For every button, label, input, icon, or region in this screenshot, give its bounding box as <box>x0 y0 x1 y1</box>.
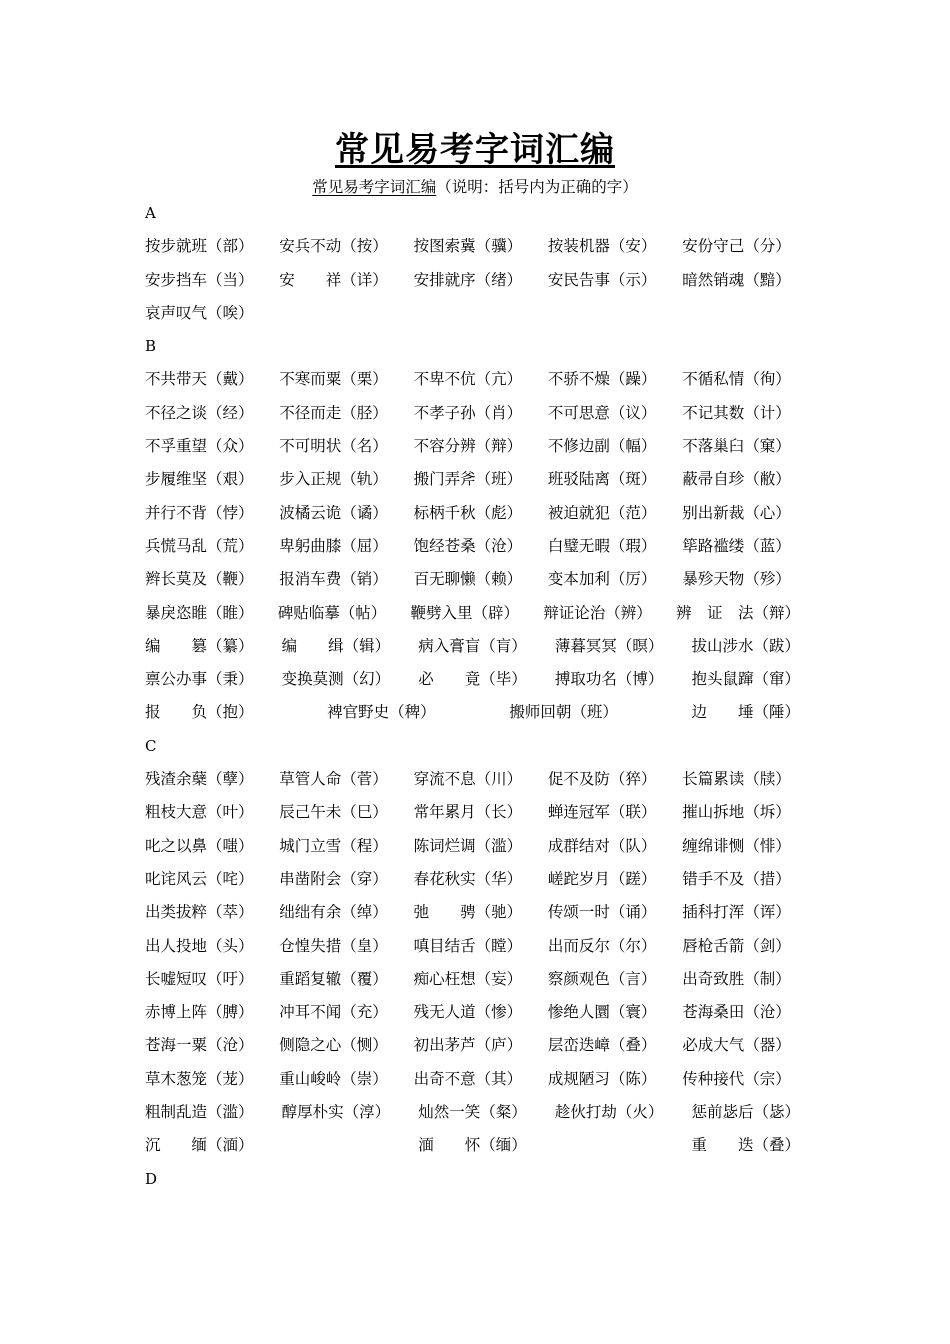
word-entry: 出而反尔（尔） <box>547 936 657 955</box>
subtitle-underlined: 常见易考字词汇编 <box>312 178 437 196</box>
section-letter: B <box>145 337 157 356</box>
word-entry: 不修边副（幅） <box>547 437 657 456</box>
word-row <box>145 766 825 799</box>
word-row <box>145 999 825 1032</box>
word-entry: 仓惶失措（皇） <box>279 936 388 955</box>
word-entry: 不落巢臼（窠） <box>682 437 791 456</box>
word-entry: 必 竟（毕） <box>418 670 527 689</box>
document-subtitle <box>0 175 950 199</box>
word-entry: 粗制乱造（滥） <box>145 1103 254 1122</box>
word-entry: 痴心枉想（妄） <box>413 969 523 988</box>
word-entry: 安排就序（绪） <box>413 270 523 289</box>
word-row <box>145 799 825 832</box>
word-entry: 穿流不息（川） <box>413 770 523 789</box>
section-c <box>145 733 825 1166</box>
word-entry: 百无聊懒（赖） <box>413 570 523 589</box>
word-entry: 促不及防（猝） <box>547 770 657 789</box>
word-row <box>145 933 825 966</box>
word-entry: 不容分辨（辩） <box>413 437 523 456</box>
word-entry: 灿然一笑（粲） <box>418 1103 527 1122</box>
word-row <box>145 666 800 699</box>
word-entry: 按装机器（安） <box>547 237 657 256</box>
word-row <box>145 600 800 633</box>
word-row <box>145 566 825 599</box>
word-entry: 插科打浑（诨） <box>682 903 791 922</box>
word-entry: 不可明状（名） <box>279 437 388 456</box>
word-entry: 报消车费（销） <box>279 570 388 589</box>
word-entry: 辩证论治（辨） <box>543 603 652 622</box>
word-entry: 病入膏盲（肓） <box>418 636 527 655</box>
word-entry: 变换莫测（幻） <box>281 670 391 689</box>
word-entry: 成群结对（队） <box>547 836 657 855</box>
word-entry: 暴殄天物（殄） <box>682 570 791 589</box>
word-entry: 安民告事（示） <box>547 270 657 289</box>
word-entry: 编 篡（纂） <box>145 636 254 655</box>
word-entry: 搬门弄斧（班） <box>413 470 523 489</box>
word-entry: 出奇不意（其） <box>413 1069 523 1088</box>
word-entry: 必成大气（器） <box>682 1036 791 1055</box>
word-entry: 按图索冀（骥） <box>413 237 523 256</box>
word-entry: 弛 骋（驰） <box>413 903 523 922</box>
word-row <box>145 1066 825 1099</box>
word-entry: 裨官野史（稗） <box>327 703 436 722</box>
word-entry: 不共带天（戴） <box>145 370 254 389</box>
word-entry: 不寒而粟（栗） <box>279 370 388 389</box>
word-entry: 不骄不燥（躁） <box>547 370 657 389</box>
word-entry: 不记其数（计） <box>682 403 791 422</box>
word-entry: 禀公办事（秉） <box>145 670 254 689</box>
section-letter: D <box>145 1169 158 1188</box>
word-entry: 暗然销魂（黯） <box>682 270 791 289</box>
word-entry: 边 埵（陲） <box>691 703 800 722</box>
word-entry: 惩前毖后（毖） <box>691 1103 800 1122</box>
section-d <box>145 1166 825 1199</box>
word-entry: 沉 缅（湎） <box>145 1136 254 1155</box>
word-entry: 叱诧风云（咤） <box>145 869 254 888</box>
word-entry: 出类拔粹（萃） <box>145 903 254 922</box>
word-row <box>145 433 825 466</box>
word-entry: 安份守己（分） <box>682 237 791 256</box>
word-entry: 传种接代（宗） <box>682 1069 791 1088</box>
word-entry: 错手不及（措） <box>682 869 791 888</box>
word-entry: 长篇累读（牍） <box>682 770 791 789</box>
word-row <box>145 533 825 566</box>
word-entry: 编 缉（辑） <box>281 636 391 655</box>
document-title-text: 常见易考字词汇编 <box>335 130 615 170</box>
word-entry: 蝉连冠军（联） <box>547 803 657 822</box>
word-entry: 冲耳不闻（充） <box>279 1003 388 1022</box>
word-entry: 碑贴临摹（帖） <box>277 603 387 622</box>
word-entry: 别出新裁（心） <box>682 503 791 522</box>
subtitle-note: （说明：括号内为正确的字） <box>436 178 638 196</box>
word-entry: 步履维坚（艰） <box>145 470 254 489</box>
word-entry: 搬师回朝（班） <box>509 703 618 722</box>
word-entry: 长嘘短叹（吁） <box>145 969 254 988</box>
word-entry: 缠绵诽恻（悱） <box>682 836 791 855</box>
word-entry: 残渣余蘖（孽） <box>145 770 254 789</box>
section-b <box>145 333 825 733</box>
word-row <box>145 366 825 399</box>
word-entry: 不径而走（胫） <box>279 403 388 422</box>
word-entry: 标柄千秋（彪） <box>413 503 523 522</box>
word-entry: 拔山涉水（跋） <box>691 636 800 655</box>
word-entry: 湎 怀（缅） <box>418 1136 527 1155</box>
word-entry: 哀声叹气（唉） <box>145 303 254 322</box>
word-entry: 辨 证 法（辩） <box>675 603 800 622</box>
word-entry: 按步就班（部） <box>145 237 254 256</box>
word-entry: 不孚重望（众） <box>145 437 254 456</box>
word-entry: 蔽帚自珍（敝） <box>682 470 791 489</box>
word-entry: 出奇致胜（制） <box>682 969 791 988</box>
word-entry: 变本加利（厉） <box>547 570 657 589</box>
word-entry: 波橘云诡（谲） <box>279 503 388 522</box>
word-entry: 暴戾恣睢（睢） <box>145 603 254 622</box>
word-row <box>145 966 825 999</box>
word-entry: 搏取功名（博） <box>554 670 664 689</box>
word-entry: 苍海桑田（沧） <box>682 1003 791 1022</box>
word-entry: 鞭劈入里（辟） <box>410 603 519 622</box>
word-row <box>145 500 825 533</box>
word-entry: 安兵不动（按） <box>279 237 388 256</box>
section-a <box>145 200 825 333</box>
section-letter: C <box>145 736 157 755</box>
word-row <box>145 899 825 932</box>
word-row <box>145 466 825 499</box>
word-row <box>145 1099 800 1132</box>
word-entry: 唇枪舌箭（剑） <box>682 936 791 955</box>
word-entry: 辰己午未（巳） <box>279 803 388 822</box>
word-row <box>145 233 825 266</box>
word-entry: 春花秋实（华） <box>413 869 523 888</box>
word-entry: 初出茅芦（庐） <box>413 1036 523 1055</box>
word-entry: 重山峻岭（崇） <box>279 1069 388 1088</box>
word-entry: 不径之谈（经） <box>145 403 254 422</box>
word-entry: 被迫就犯（范） <box>547 503 657 522</box>
word-entry: 抱头鼠蹿（窜） <box>691 670 800 689</box>
word-entry: 不卑不伉（亢） <box>413 370 523 389</box>
word-entry: 筚路褴缕（蓝） <box>682 536 791 555</box>
word-row <box>145 400 825 433</box>
word-row <box>145 833 825 866</box>
word-entry: 陈词烂调（滥） <box>413 836 523 855</box>
word-row <box>145 866 825 899</box>
word-entry: 常年累月（长） <box>413 803 523 822</box>
word-entry: 惨绝人圜（寰） <box>547 1003 657 1022</box>
word-row <box>145 633 800 666</box>
word-entry: 摧山拆地（坼） <box>682 803 791 822</box>
word-entry: 饱经苍桑（沧） <box>413 536 523 555</box>
word-entry: 察颜观色（言） <box>547 969 657 988</box>
word-entry: 城门立雪（程） <box>279 836 388 855</box>
word-entry: 串凿附会（穿） <box>279 869 388 888</box>
word-entry: 绌绌有余（绰） <box>279 903 388 922</box>
word-entry: 薄暮冥冥（暝） <box>554 636 664 655</box>
word-entry: 重 迭（叠） <box>691 1136 800 1155</box>
word-entry: 嵯跎岁月（蹉） <box>547 869 657 888</box>
word-entry: 步入正规（轨） <box>279 470 388 489</box>
word-entry: 班驳陆离（斑） <box>547 470 657 489</box>
word-list <box>145 200 825 1199</box>
word-entry: 安 祥（详） <box>279 270 388 289</box>
word-entry: 辫长莫及（鞭） <box>145 570 254 589</box>
word-entry: 层峦迭嶂（叠） <box>547 1036 657 1055</box>
word-entry: 趁伙打劫（火） <box>554 1103 664 1122</box>
word-entry: 草管人命（菅） <box>279 770 388 789</box>
word-entry: 出人投地（头） <box>145 936 254 955</box>
word-entry: 粗枝大意（叶） <box>145 803 254 822</box>
word-entry: 赤博上阵（膊） <box>145 1003 254 1022</box>
word-entry: 不孝子孙（肖） <box>413 403 523 422</box>
word-entry: 叱之以鼻（嗤） <box>145 836 254 855</box>
section-letter: A <box>145 204 156 222</box>
word-entry: 安步挡车（当） <box>145 270 254 289</box>
word-entry: 醇厚朴实（淳） <box>281 1103 391 1122</box>
word-row <box>145 300 825 333</box>
word-entry: 残无人道（惨） <box>413 1003 523 1022</box>
word-entry: 不可思意（议） <box>547 403 657 422</box>
word-row <box>145 1032 825 1065</box>
word-entry: 白璧无暇（瑕） <box>547 536 657 555</box>
word-entry: 并行不背（悖） <box>145 503 254 522</box>
word-entry: 嗔目结舌（瞠） <box>413 936 523 955</box>
word-entry: 草木葱笼（茏） <box>145 1069 254 1088</box>
word-row <box>145 699 800 732</box>
word-entry: 成规陋习（陈） <box>547 1069 657 1088</box>
word-entry: 报 负（抱） <box>145 703 254 722</box>
word-row <box>145 1132 800 1165</box>
word-entry: 兵慌马乱（荒） <box>145 536 254 555</box>
word-row <box>145 267 825 300</box>
word-entry: 不循私情（徇） <box>682 370 791 389</box>
word-entry: 苍海一粟（沧） <box>145 1036 254 1055</box>
document-title <box>0 126 950 174</box>
word-entry: 卑躬曲膝（屈） <box>279 536 388 555</box>
word-entry: 侧隐之心（恻） <box>279 1036 388 1055</box>
word-entry: 传颂一时（诵） <box>547 903 657 922</box>
word-entry: 重蹈复辙（覆） <box>279 969 388 988</box>
